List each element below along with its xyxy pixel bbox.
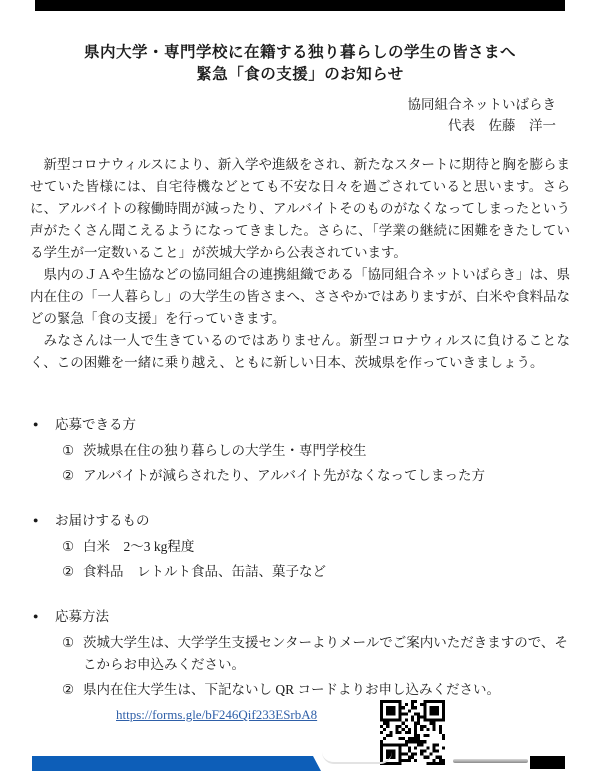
list-item [62, 561, 570, 583]
bullet-icon: ● [33, 419, 39, 429]
item-number-icon: ② [62, 564, 75, 579]
bottom-shadow-arc [322, 748, 392, 764]
bottom-black-bar [530, 756, 565, 769]
bullet-icon: ● [33, 515, 39, 525]
bottom-blue-bar [32, 756, 321, 771]
paragraph-1: 新型コロナウィルスにより、新入学や進級をされ、新たなスタートに期待と胸を膨らませていた皆様には、自宅待機などとても不安な日々を過ごされていると思います。さらに、アルバイトの稼働時間が減ったり、アルバイトそのものがなくなってしまったという声がたくさん聞こえるようになってきました。さらに、「学業の継続に困難をきたしている学生が一定数いること」が茨城大学から公表されています。 [30, 157, 570, 260]
paragraph-3: みなさんは一人で生きているのではありません。新型コロナウィルスに負けることなく、この困難を一緒に乗り越え、ともに新しい日本、茨城県を作っていきましょう。 [30, 333, 570, 370]
title-line-1: 県内大学・専門学校に在籍する独り暮らしの学生の皆さまへ [83, 44, 516, 61]
item-text: 茨城県在住の独り暮らしの大学生・専門学校生 [83, 443, 367, 458]
paragraph-2: 県内のＪＡや生協などの協同組合の連携組織である「協同組合ネットいばらき」は、県内在住の「一人暮らし」の大学生の皆さまへ、ささやかではありますが、白米や食料品などの緊急「食の支援」を行っていきます。 [30, 267, 570, 326]
list-item [62, 440, 570, 462]
section-title-label: お届けするもの [55, 513, 150, 528]
item-number-icon: ② [62, 468, 75, 483]
list-item [62, 679, 570, 701]
representative-name: 代表 佐藤 洋一 [448, 118, 556, 133]
list-item [62, 536, 570, 558]
byline [0, 94, 600, 136]
item-text: 茨城大学生は、大学学生支援センターよりメールでご案内いただきますので、そこからお申込みください。 [83, 635, 568, 672]
section-title-label: 応募方法 [55, 609, 109, 624]
section-eligibility [33, 414, 570, 487]
bottom-gray-line [453, 759, 528, 763]
section-how-to-apply [33, 606, 570, 726]
item-text: 県内在住大学生は、下記ないし QR コードよりお申し込みください。 [83, 682, 501, 697]
organization-name: 協同組合ネットいばらき [407, 97, 556, 112]
item-text: 白米 2～3 kg程度 [83, 539, 195, 554]
item-text: アルバイトが減らされたり、アルバイト先がなくなってしまった方 [83, 468, 486, 483]
item-number-icon: ① [62, 443, 75, 458]
bullet-icon: ● [33, 611, 39, 621]
item-number-icon: ② [62, 682, 75, 697]
info-sections [33, 414, 570, 726]
body-text [30, 154, 570, 374]
section-delivery-contents [33, 510, 570, 583]
item-number-icon: ① [62, 635, 75, 650]
item-number-icon: ① [62, 539, 75, 554]
title-line-2: 緊急「食の支援」のお知らせ [196, 66, 404, 83]
section-title-label: 応募できる方 [55, 417, 136, 432]
list-item [62, 465, 570, 487]
list-item [62, 632, 570, 676]
item-text: 食料品 レトルト食品、缶詰、菓子など [83, 564, 326, 579]
application-form-link[interactable]: https://forms.gle/bF246Qif233ESrbA8 [116, 707, 318, 722]
top-black-bar [35, 0, 565, 11]
page-title [0, 0, 600, 86]
